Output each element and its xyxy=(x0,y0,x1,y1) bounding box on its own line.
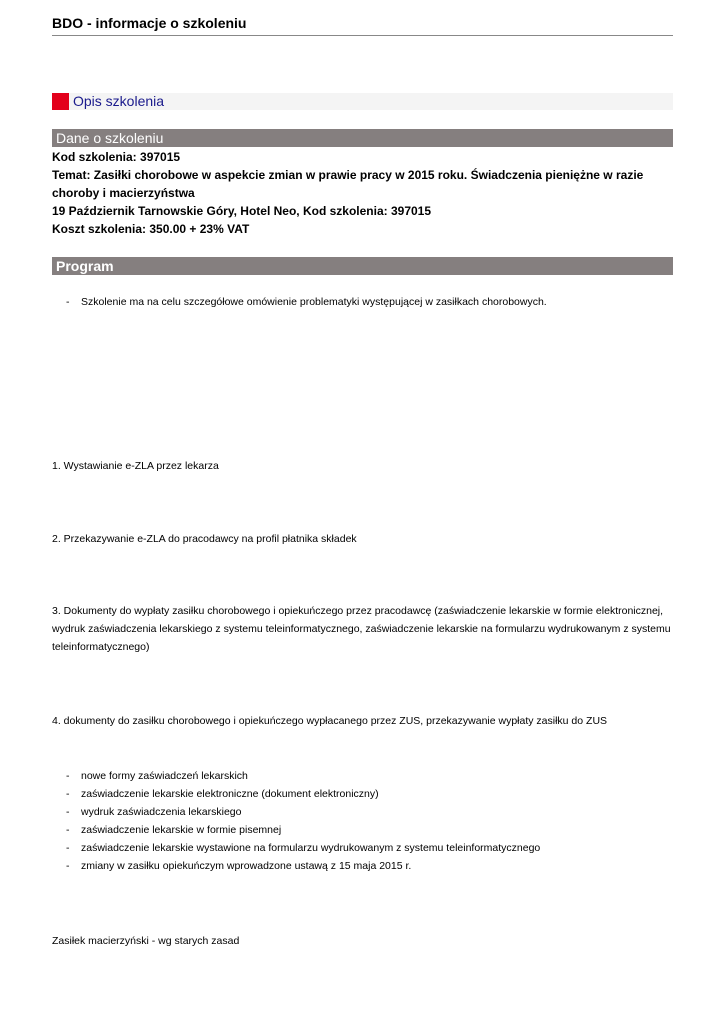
list-item xyxy=(66,803,666,821)
dash-bullet: - xyxy=(66,296,70,308)
training-cost: Koszt szkolenia: 350.00 + 23% VAT xyxy=(52,222,250,236)
training-date-location: 19 Październik Tarnowskie Góry, Hotel Neo, Kod szkolenia: 397015 xyxy=(52,204,432,218)
red-square-icon xyxy=(52,93,69,110)
dash-bullet: - xyxy=(66,770,70,782)
list-item xyxy=(66,857,666,875)
program-point: 2. Przekazywanie e-ZLA do pracodawcy na profil płatnika składek xyxy=(52,533,357,545)
program-point: 3. Dokumenty do wypłaty zasiłku chorobowego i opiekuńczego przez pracodawcę (zaświadczenie lekarskie w formie elektronicznej, wydruk zaświadczenia lekarskiego z systemu teleinformatycznego, zaświadczenie lekarskie na formularzu wydrukowanym z systemu teleinformatycznego) xyxy=(52,605,671,653)
list-item xyxy=(66,293,666,311)
list-item-text: zaświadczenie lekarskie wystawione na formularzu wydrukowanym z systemu teleinformatycznego xyxy=(81,842,541,854)
list-item-text: zmiany w zasiłku opiekuńczym wprowadzone ustawą z 15 maja 2015 r. xyxy=(81,860,412,872)
opis-section-title: Opis szkolenia xyxy=(73,93,165,109)
list-item-text: Szkolenie ma na celu szczegółowe omówienie problematyki występującej w zasiłkach chorobowych. xyxy=(81,296,547,308)
program-sub-list xyxy=(66,767,666,875)
list-item xyxy=(66,767,666,785)
training-topic: Temat: Zasiłki chorobowe w aspekcie zmian w prawie pracy w 2015 roku. Świadczenia pieniężne w razie choroby i macierzyństwa xyxy=(52,168,644,200)
program-point: 4. dokumenty do zasiłku chorobowego i opiekuńczego wypłacanego przez ZUS, przekazywanie wypłaty zasiłku do ZUS xyxy=(52,715,608,727)
header-divider xyxy=(52,35,673,36)
training-code: Kod szkolenia: 397015 xyxy=(52,150,181,164)
dash-bullet: - xyxy=(66,842,70,854)
list-item-text: zaświadczenie lekarskie w formie pisemnej xyxy=(81,824,282,836)
dane-section-heading: Dane o szkoleniu xyxy=(52,129,673,147)
program-point: 1. Wystawianie e-ZLA przez lekarza xyxy=(52,460,219,472)
program-footer-text: Zasiłek macierzyński - wg starych zasad xyxy=(52,935,240,947)
list-item xyxy=(66,839,666,857)
dash-bullet: - xyxy=(66,788,70,800)
program-intro-list xyxy=(66,293,666,311)
list-item-text: wydruk zaświadczenia lekarskiego xyxy=(81,806,242,818)
dash-bullet: - xyxy=(66,824,70,836)
dash-bullet: - xyxy=(66,806,70,818)
list-item xyxy=(66,821,666,839)
list-item xyxy=(66,785,666,803)
training-details xyxy=(52,148,673,238)
program-section-heading: Program xyxy=(52,257,673,275)
dash-bullet: - xyxy=(66,860,70,872)
page-title: BDO - informacje o szkoleniu xyxy=(52,15,247,31)
list-item-text: zaświadczenie lekarskie elektroniczne (dokument elektroniczny) xyxy=(81,788,379,800)
list-item-text: nowe formy zaświadczeń lekarskich xyxy=(81,770,248,782)
